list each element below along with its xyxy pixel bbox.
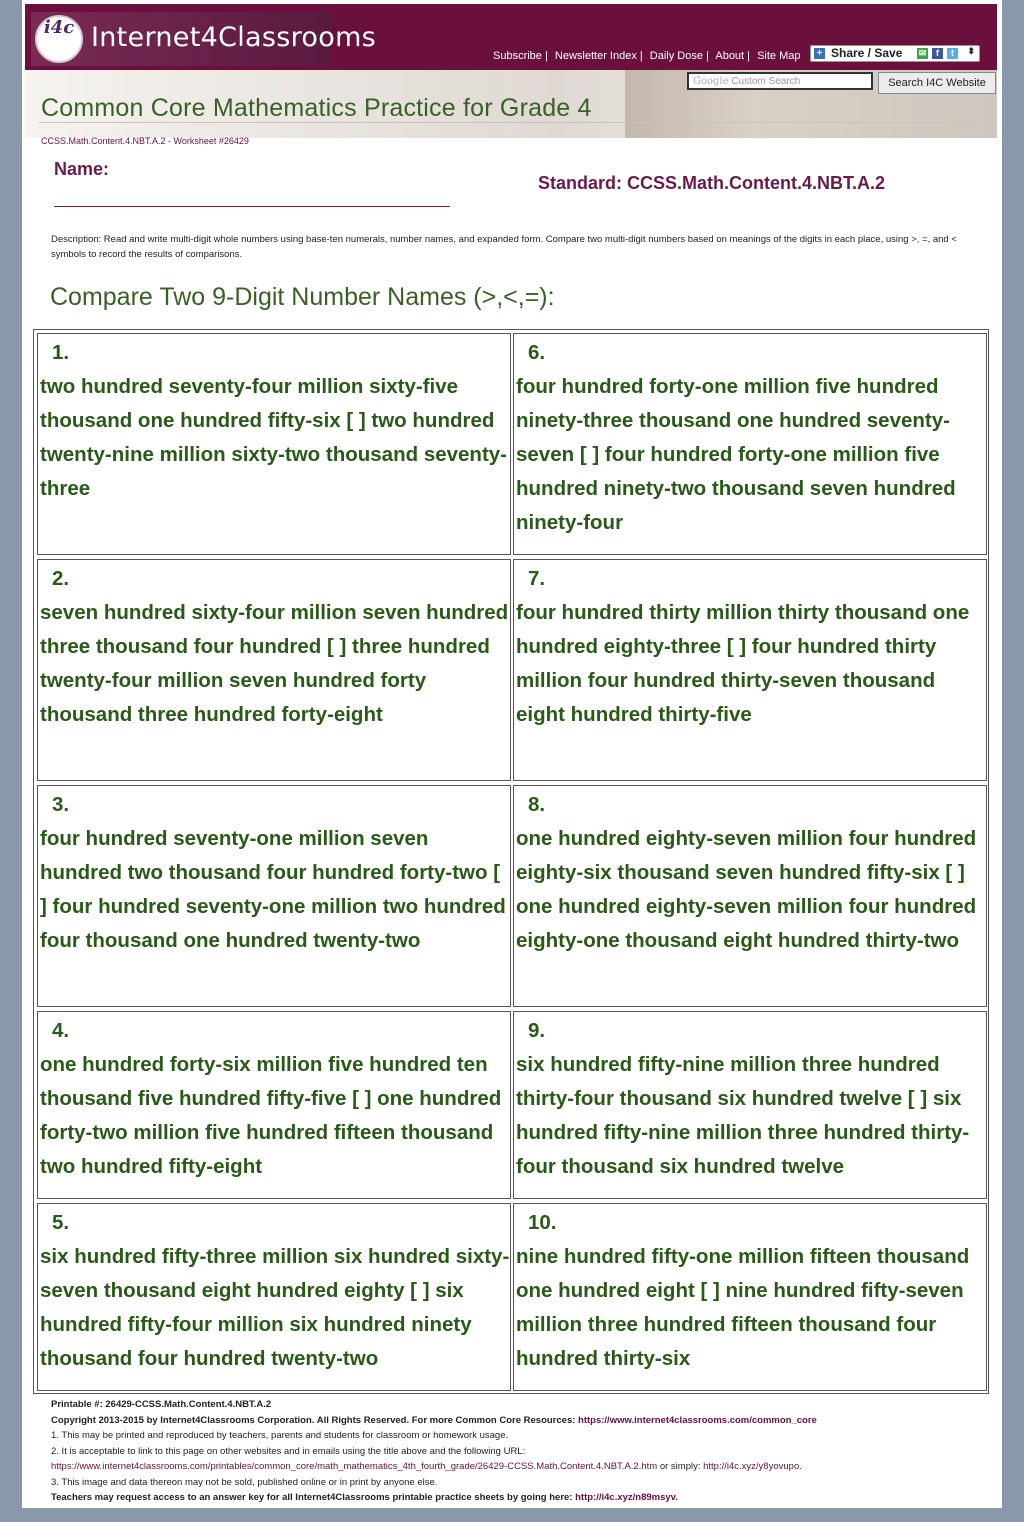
google-brand: Google — [693, 76, 729, 87]
problem-number: 6. — [528, 341, 546, 364]
worksheet-url-line — [51, 1459, 996, 1475]
problem-text: nine hundred fifty-one million fifteen thousand one hundred eight [ ] nine hundred fifty-seven million three hundred fifteen thousand four hundred thirty-six — [516, 1245, 970, 1370]
search-placeholder: Custom Search — [731, 76, 801, 87]
share-menu-arrows-icon: ⬍ — [967, 46, 975, 56]
nav-subscribe[interactable]: Subscribe | — [493, 50, 548, 62]
page-title: Common Core Mathematics Practice for Grade 4 — [41, 94, 592, 122]
nav-about[interactable]: About | — [715, 50, 751, 62]
problem-9 — [513, 1011, 987, 1199]
problem-7 — [513, 559, 987, 781]
nav-daily-dose[interactable]: Daily Dose | — [649, 50, 709, 62]
nav-newsletter-index[interactable]: Newsletter Index | — [554, 50, 643, 62]
logo-text: Internet4Classrooms — [91, 22, 377, 53]
problem-8 — [513, 785, 987, 1007]
problem-number: 7. — [528, 567, 546, 590]
breadcrumb[interactable]: CCSS.Math.Content.4.NBT.A.2 - Worksheet #26429 — [41, 136, 249, 146]
problem-grid — [33, 329, 989, 1394]
email-share-icon: ✉ — [918, 48, 927, 58]
url-or-text: or simply: — [659, 1461, 701, 1472]
twitter-icon: t — [947, 48, 958, 59]
problem-10 — [513, 1203, 987, 1391]
problem-text: one hundred forty-six million five hundred ten thousand five hundred fifty-five [ ] one hundred forty-two million five hundred fifteen thousand two hundred fifty-eight — [40, 1053, 502, 1178]
top-nav — [493, 50, 805, 62]
problem-5 — [37, 1203, 511, 1391]
problem-2 — [37, 559, 511, 781]
share-save-button[interactable] — [810, 45, 980, 62]
name-blank-line — [54, 206, 450, 207]
problem-text: four hundred seventy-one million seven hundred two thousand four hundred forty-two [ ] four hundred seventy-one million two hundred four thousand one hundred twenty-two — [40, 827, 506, 952]
site-logo[interactable] — [31, 12, 377, 66]
share-plus-icon: + — [814, 48, 825, 59]
description: Description: Read and write multi-digit whole numbers using base-ten numerals, number names, and expanded form. Compare two multi-digit numbers based on meanings of the digits in each place, using >, =, and < symbols to record the results of comparisons. — [51, 234, 957, 260]
problem-number: 1. — [52, 341, 70, 364]
share-label: Share / Save — [831, 46, 903, 60]
name-label: Name: — [54, 159, 110, 179]
problem-number: 9. — [528, 1019, 546, 1042]
problem-number: 10. — [528, 1211, 557, 1234]
standard-label: Standard: CCSS.Math.Content.4.NBT.A.2 — [538, 173, 886, 193]
problem-text: seven hundred sixty-four million seven hundred three thousand four hundred [ ] three hundred twenty-four million seven hundred forty thousand three hundred forty-eight — [40, 601, 509, 726]
problem-4 — [37, 1011, 511, 1199]
problem-text: two hundred seventy-four million sixty-five thousand one hundred fifty-six [ ] two hundred twenty-nine million sixty-two thousand seventy-three — [40, 375, 507, 500]
copyright-line — [51, 1413, 996, 1429]
problem-text: four hundred thirty million thirty thousand one hundred eighty-three [ ] four hundred thirty million four hundred thirty-seven thousand eight hundred thirty-five — [516, 601, 970, 726]
footer — [51, 1397, 996, 1506]
problem-number: 4. — [52, 1019, 70, 1042]
title-divider — [39, 122, 979, 123]
usage-note-1: 1. This may be printed and reproduced by teachers, parents and students for classroom or homework usage. — [51, 1430, 509, 1441]
section-heading: Compare Two 9-Digit Number Names (>,<,=): — [50, 283, 555, 311]
search-button[interactable]: Search I4C Website — [878, 72, 996, 94]
copyright-text: Copyright 2013-2015 by Internet4Classrooms Corporation. All Rights Reserved. For more Common Core Resources: — [51, 1414, 576, 1426]
printable-number: Printable #: 26429-CCSS.Math.Content.4.NBT.A.2 — [51, 1399, 272, 1410]
answer-key-line — [51, 1490, 996, 1506]
nav-site-map[interactable]: Site Map — [757, 50, 801, 62]
common-core-link[interactable]: https://www.internet4classrooms.com/common_core — [578, 1414, 817, 1426]
answer-key-link[interactable]: http://i4c.xyz/n89msyv. — [575, 1492, 678, 1503]
problem-text: six hundred fifty-nine million three hundred thirty-four thousand six hundred twelve [ ] six hundred fifty-nine million three hundred thirty-four thousand six hundred twelve — [516, 1053, 970, 1178]
site-banner — [25, 4, 997, 70]
problem-number: 2. — [52, 567, 70, 590]
site-search-input[interactable] — [687, 72, 873, 90]
problem-6 — [513, 333, 987, 555]
facebook-icon: f — [932, 48, 943, 59]
problem-number: 3. — [52, 793, 70, 816]
problem-1 — [37, 333, 511, 555]
answer-key-text: Teachers may request access to an answer key for all Internet4Classrooms printable practice sheets by going here: — [51, 1492, 573, 1503]
usage-note-3: 3. This image and data thereon may not be sold, published online or in print by anyone else. — [51, 1476, 438, 1488]
problem-number: 8. — [528, 793, 546, 816]
logo-mark: i4c — [35, 15, 83, 63]
short-url[interactable]: http://i4c.xyz/y8yovupo. — [703, 1461, 802, 1472]
problem-text: four hundred forty-one million five hundred ninety-three thousand one hundred seventy-seven [ ] four hundred forty-one million five hundred ninety-two thousand seven hundred ninety-four — [516, 375, 956, 534]
problem-3 — [37, 785, 511, 1007]
problem-text: one hundred eighty-seven million four hundred eighty-six thousand seven hundred fifty-six [ ] one hundred eighty-seven million four hundred eighty-one thousand eight hundred thirty-two — [516, 827, 977, 952]
problem-number: 5. — [52, 1211, 70, 1234]
worksheet-url[interactable]: https://www.internet4classrooms.com/printables/common_core/math_mathematics_4th_fourth_grade/26429-CCSS.Math.Content.4.NBT.A.2.htm — [51, 1461, 658, 1472]
problem-text: six hundred fifty-three million six hundred sixty-seven thousand eight hundred eighty [ ] six hundred fifty-four million six hundred ninety thousand four hundred twenty-two — [40, 1245, 510, 1370]
worksheet-page — [22, 0, 1002, 1508]
usage-note-2: 2. It is acceptable to link to this page on other websites and in emails using the title above and the following URL: — [51, 1445, 526, 1457]
